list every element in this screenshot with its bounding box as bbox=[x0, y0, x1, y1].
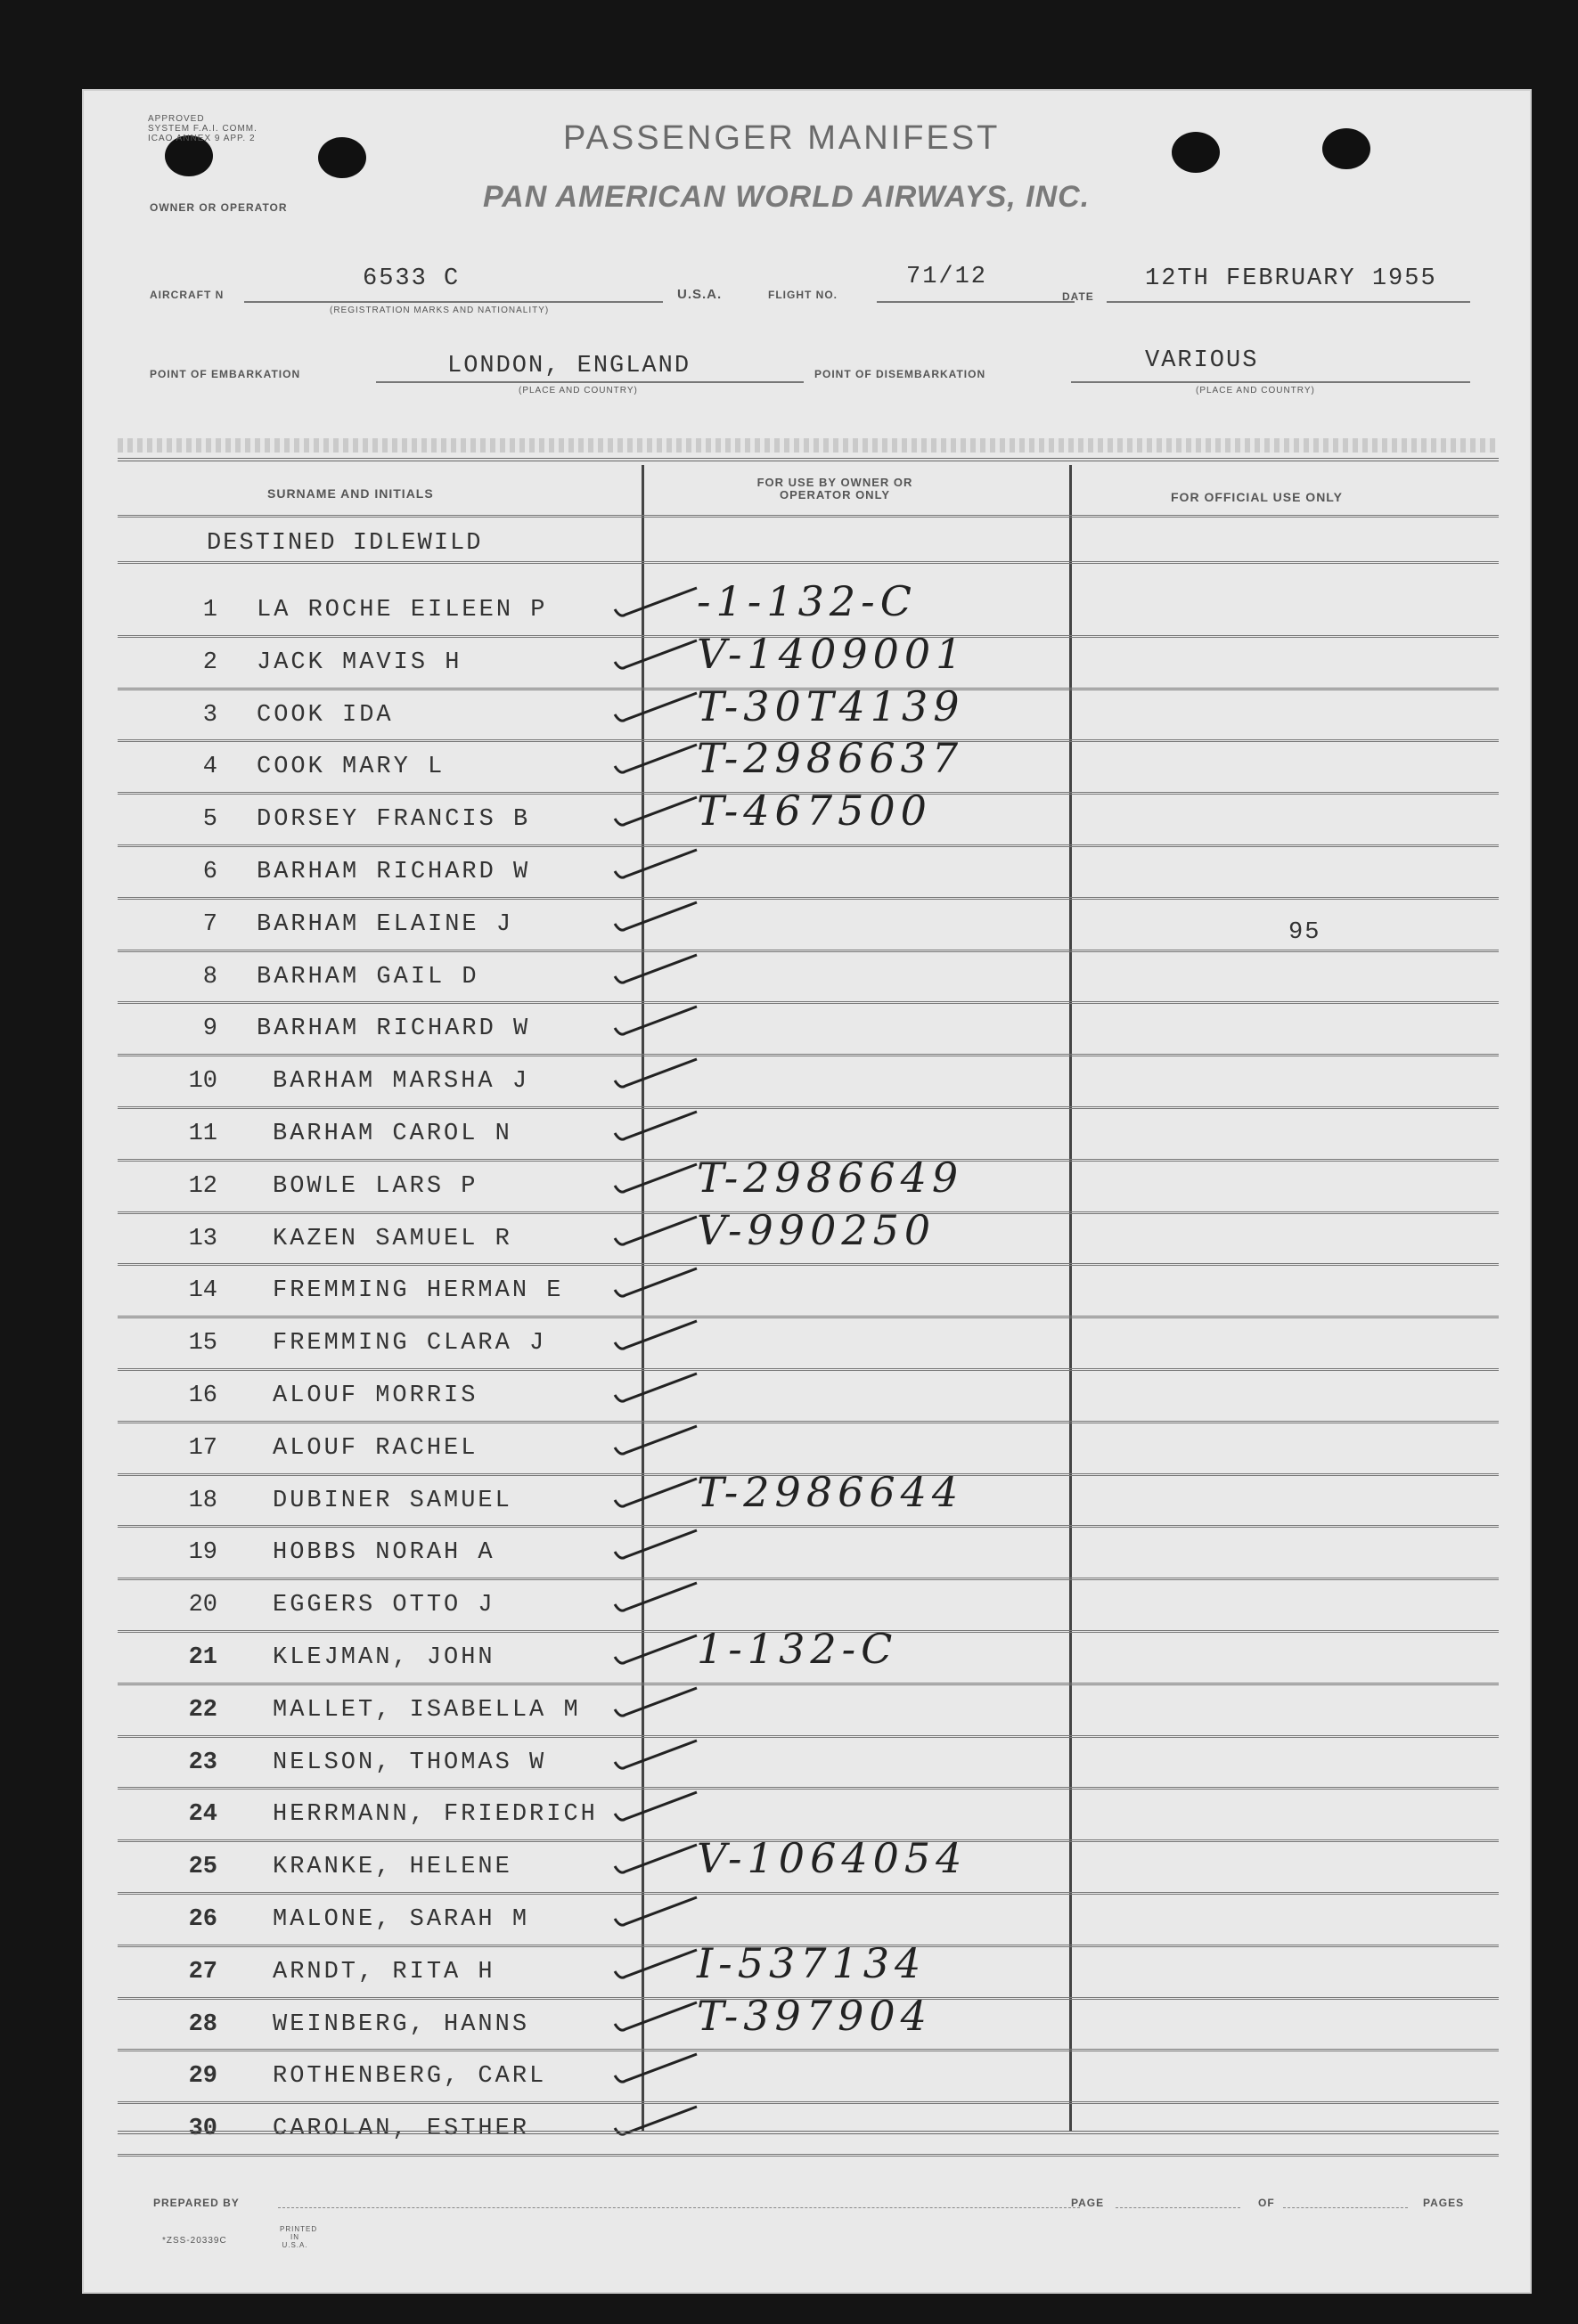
passenger-number: 20 bbox=[188, 1592, 217, 1619]
passport-note: V-990250 bbox=[697, 1205, 936, 1254]
passenger-number: 25 bbox=[188, 1854, 217, 1881]
column-header-name: SURNAME AND INITIALS bbox=[267, 486, 434, 501]
check-mark-icon bbox=[608, 1368, 706, 1413]
check-mark-icon bbox=[608, 1945, 706, 1989]
row-divider bbox=[118, 1054, 1499, 1056]
check-mark-icon bbox=[608, 1159, 706, 1203]
passenger-name: ARNDT, RITA H bbox=[273, 1958, 495, 1986]
passenger-number: 23 bbox=[188, 1749, 217, 1776]
page-underline bbox=[1116, 2207, 1240, 2208]
row-divider bbox=[118, 1001, 1499, 1004]
passenger-number: 1 bbox=[202, 597, 217, 624]
prepared-by-underline bbox=[278, 2207, 1080, 2208]
passenger-number: 26 bbox=[188, 1906, 217, 1933]
passport-note: 1-132-C bbox=[697, 1625, 898, 1673]
row-divider bbox=[118, 1683, 1499, 1685]
manifest-sheet bbox=[82, 89, 1532, 2294]
passport-note: T-30T4139 bbox=[697, 681, 965, 730]
passenger-number: 19 bbox=[188, 1539, 217, 1567]
check-mark-icon bbox=[608, 792, 706, 836]
of-label: OF bbox=[1258, 2197, 1275, 2209]
passenger-name: BARHAM RICHARD W bbox=[257, 1015, 531, 1043]
passenger-name: MALLET, ISABELLA M bbox=[273, 1696, 581, 1724]
page-label: PAGE bbox=[1071, 2197, 1105, 2209]
passport-note: T-397904 bbox=[697, 1991, 932, 2040]
check-mark-icon bbox=[608, 1578, 706, 1622]
passenger-number: 24 bbox=[188, 1801, 217, 1829]
passenger-name: BOWLE LARS P bbox=[273, 1172, 478, 1200]
passenger-name: KLEJMAN, JOHN bbox=[273, 1644, 495, 1671]
aircraft-label: AIRCRAFT N bbox=[150, 289, 225, 301]
passenger-number: 28 bbox=[188, 2010, 217, 2038]
row-divider bbox=[118, 2049, 1499, 2051]
passport-note: V-1409001 bbox=[697, 629, 968, 678]
prepared-by-label: PREPARED BY bbox=[153, 2197, 240, 2209]
passenger-name: NELSON, THOMAS W bbox=[273, 1749, 547, 1776]
embarkation-underline bbox=[376, 381, 804, 383]
passenger-name: DUBINER SAMUEL bbox=[273, 1487, 512, 1514]
flight-value: 71/12 bbox=[906, 264, 988, 290]
passenger-number: 6 bbox=[202, 859, 217, 885]
row-divider bbox=[118, 844, 1499, 847]
column-header-owner-use: FOR USE BY OWNER OR OPERATOR ONLY bbox=[756, 476, 913, 501]
official-mark: 95 bbox=[1288, 919, 1321, 946]
check-mark-icon bbox=[608, 635, 706, 680]
form-number: *ZSS-20339C bbox=[162, 2236, 227, 2246]
embarkation-caption: (PLACE AND COUNTRY) bbox=[519, 386, 638, 395]
passenger-number: 27 bbox=[188, 1958, 217, 1986]
check-mark-icon bbox=[608, 1787, 706, 1831]
passenger-number: 11 bbox=[188, 1121, 217, 1147]
check-mark-icon bbox=[608, 1106, 706, 1151]
passenger-name: FREMMING CLARA J bbox=[273, 1330, 547, 1358]
passport-note: T-2986637 bbox=[697, 734, 964, 783]
passenger-number: 14 bbox=[188, 1277, 217, 1305]
destined-line: DESTINED IDLEWILD bbox=[207, 530, 483, 557]
row-divider bbox=[118, 1578, 1499, 1580]
erased-band bbox=[118, 438, 1496, 453]
passenger-number: 9 bbox=[202, 1015, 217, 1043]
row-divider bbox=[118, 1263, 1499, 1266]
owner-operator-label: OWNER OR OPERATOR bbox=[150, 201, 288, 214]
passenger-name: ROTHENBERG, CARL bbox=[273, 2063, 547, 2091]
punch-hole bbox=[318, 137, 366, 178]
row-divider bbox=[118, 897, 1499, 900]
passenger-number: 5 bbox=[202, 806, 217, 834]
disembarkation-value: VARIOUS bbox=[1145, 347, 1259, 374]
approval-stamp bbox=[148, 114, 258, 143]
passenger-number: 16 bbox=[188, 1382, 217, 1409]
check-mark-icon bbox=[608, 583, 706, 627]
flight-label: FLIGHT NO. bbox=[768, 289, 838, 301]
disembarkation-caption: (PLACE AND COUNTRY) bbox=[1196, 386, 1315, 395]
passenger-number: 3 bbox=[202, 701, 217, 729]
row-divider bbox=[118, 1735, 1499, 1738]
aircraft-underline bbox=[244, 301, 663, 303]
check-mark-icon bbox=[608, 1316, 706, 1360]
check-mark-icon bbox=[608, 1839, 706, 1884]
passport-note: V-1064054 bbox=[697, 1834, 968, 1883]
passenger-name: ALOUF MORRIS bbox=[273, 1382, 478, 1409]
passenger-name: COOK MARY L bbox=[257, 754, 446, 781]
row-divider bbox=[118, 1106, 1499, 1109]
passenger-name: EGGERS OTTO J bbox=[273, 1592, 495, 1619]
aircraft-value: 6533 C bbox=[363, 265, 461, 292]
date-value: 12TH FEBRUARY 1955 bbox=[1145, 265, 1437, 292]
airline-name: PAN AMERICAN WORLD AIRWAYS, INC. bbox=[483, 180, 1091, 214]
embarkation-label: POINT OF EMBARKATION bbox=[150, 368, 301, 380]
check-mark-icon bbox=[608, 1997, 706, 2042]
passenger-number: 30 bbox=[188, 2116, 217, 2143]
row-divider bbox=[118, 1368, 1499, 1371]
check-mark-icon bbox=[608, 1001, 706, 1046]
check-mark-icon bbox=[608, 1892, 706, 1937]
header-rule bbox=[118, 456, 1499, 461]
passenger-number: 8 bbox=[202, 963, 217, 991]
passport-note: T-2986649 bbox=[697, 1153, 964, 1202]
passenger-number: 29 bbox=[188, 2063, 217, 2091]
check-mark-icon bbox=[608, 2101, 706, 2146]
check-mark-icon bbox=[608, 897, 706, 942]
check-mark-icon bbox=[608, 1054, 706, 1098]
passport-note: T-467500 bbox=[697, 787, 932, 836]
column-divider bbox=[1069, 465, 1072, 2131]
row-divider bbox=[118, 561, 1499, 564]
approval-stamp-line: APPROVED bbox=[148, 114, 205, 124]
aircraft-caption: (REGISTRATION MARKS AND NATIONALITY) bbox=[330, 306, 550, 315]
passport-note: I-537134 bbox=[697, 1938, 927, 1987]
row-divider bbox=[118, 1525, 1499, 1528]
punch-hole bbox=[1172, 132, 1220, 173]
of-underline bbox=[1283, 2207, 1408, 2208]
passenger-number: 10 bbox=[188, 1068, 217, 1096]
passenger-number: 22 bbox=[188, 1696, 217, 1724]
passenger-number: 12 bbox=[188, 1172, 217, 1200]
check-mark-icon bbox=[608, 1263, 706, 1308]
row-divider bbox=[118, 1316, 1499, 1318]
row-divider bbox=[118, 1892, 1499, 1895]
row-divider bbox=[118, 1787, 1499, 1790]
passenger-name: JACK MAVIS H bbox=[257, 648, 462, 676]
passport-note: -1-132-C bbox=[697, 577, 917, 625]
check-mark-icon bbox=[608, 844, 706, 889]
check-mark-icon bbox=[608, 2049, 706, 2093]
check-mark-icon bbox=[608, 1630, 706, 1675]
passenger-name: DORSEY FRANCIS B bbox=[257, 806, 531, 834]
check-mark-icon bbox=[608, 1211, 706, 1256]
date-underline bbox=[1107, 301, 1470, 303]
passenger-name: LA ROCHE EILEEN P bbox=[257, 597, 548, 624]
approval-stamp-line: ICAO ANNEX 9 APP. 2 bbox=[148, 134, 256, 143]
bottom-rule bbox=[118, 2129, 1499, 2134]
punch-hole bbox=[1322, 128, 1370, 169]
passenger-name: BARHAM RICHARD W bbox=[257, 859, 531, 885]
passenger-name: HERRMANN, FRIEDRICH bbox=[273, 1801, 598, 1829]
passenger-name: CAROLAN, ESTHER bbox=[273, 2116, 530, 2143]
check-mark-icon bbox=[608, 950, 706, 994]
passenger-number: 4 bbox=[202, 754, 217, 781]
check-mark-icon bbox=[608, 1473, 706, 1518]
printed-stamp: PRINTED IN U.S.A. bbox=[280, 2225, 318, 2249]
row-divider bbox=[118, 2101, 1499, 2104]
passenger-name: BARHAM GAIL D bbox=[257, 963, 479, 991]
passenger-name: KRANKE, HELENE bbox=[273, 1854, 512, 1881]
check-mark-icon bbox=[608, 1525, 706, 1570]
flight-underline bbox=[877, 301, 1075, 303]
disembarkation-underline bbox=[1071, 381, 1470, 383]
passenger-name: WEINBERG, HANNS bbox=[273, 2010, 530, 2038]
passenger-number: 7 bbox=[202, 910, 217, 938]
check-mark-icon bbox=[608, 1683, 706, 1727]
check-mark-icon bbox=[608, 688, 706, 732]
passenger-name: BARHAM CAROL N bbox=[273, 1121, 512, 1147]
passenger-name: BARHAM MARSHA J bbox=[273, 1068, 530, 1096]
passenger-number: 17 bbox=[188, 1434, 217, 1462]
passenger-name: KAZEN SAMUEL R bbox=[273, 1225, 512, 1252]
column-header-official-use: FOR OFFICIAL USE ONLY bbox=[1171, 490, 1343, 504]
passenger-number: 21 bbox=[188, 1644, 217, 1671]
passport-note: T-2986644 bbox=[697, 1467, 964, 1516]
passenger-name: ALOUF RACHEL bbox=[273, 1434, 478, 1462]
disembarkation-label: POINT OF DISEMBARKATION bbox=[814, 368, 986, 380]
row-divider bbox=[118, 515, 1499, 518]
passenger-number: 13 bbox=[188, 1225, 217, 1252]
usa-label: U.S.A. bbox=[677, 287, 723, 302]
passenger-name: COOK IDA bbox=[257, 701, 394, 729]
passenger-name: HOBBS NORAH A bbox=[273, 1539, 495, 1567]
embarkation-value: LONDON, ENGLAND bbox=[447, 353, 691, 379]
date-label: DATE bbox=[1062, 290, 1094, 303]
page-title: PASSENGER MANIFEST bbox=[563, 119, 1001, 157]
row-divider bbox=[118, 950, 1499, 952]
passenger-name: BARHAM ELAINE J bbox=[257, 910, 514, 938]
pages-label: PAGES bbox=[1423, 2197, 1465, 2209]
check-mark-icon bbox=[608, 1421, 706, 1465]
row-divider bbox=[118, 2154, 1499, 2157]
passenger-number: 2 bbox=[202, 648, 217, 676]
passenger-number: 15 bbox=[188, 1330, 217, 1358]
check-mark-icon bbox=[608, 739, 706, 784]
passenger-name: FREMMING HERMAN E bbox=[273, 1277, 564, 1305]
check-mark-icon bbox=[608, 1735, 706, 1780]
row-divider bbox=[118, 1421, 1499, 1423]
passenger-number: 18 bbox=[188, 1487, 217, 1514]
approval-stamp-line: SYSTEM F.A.I. COMM. bbox=[148, 124, 258, 134]
passenger-name: MALONE, SARAH M bbox=[273, 1906, 530, 1933]
